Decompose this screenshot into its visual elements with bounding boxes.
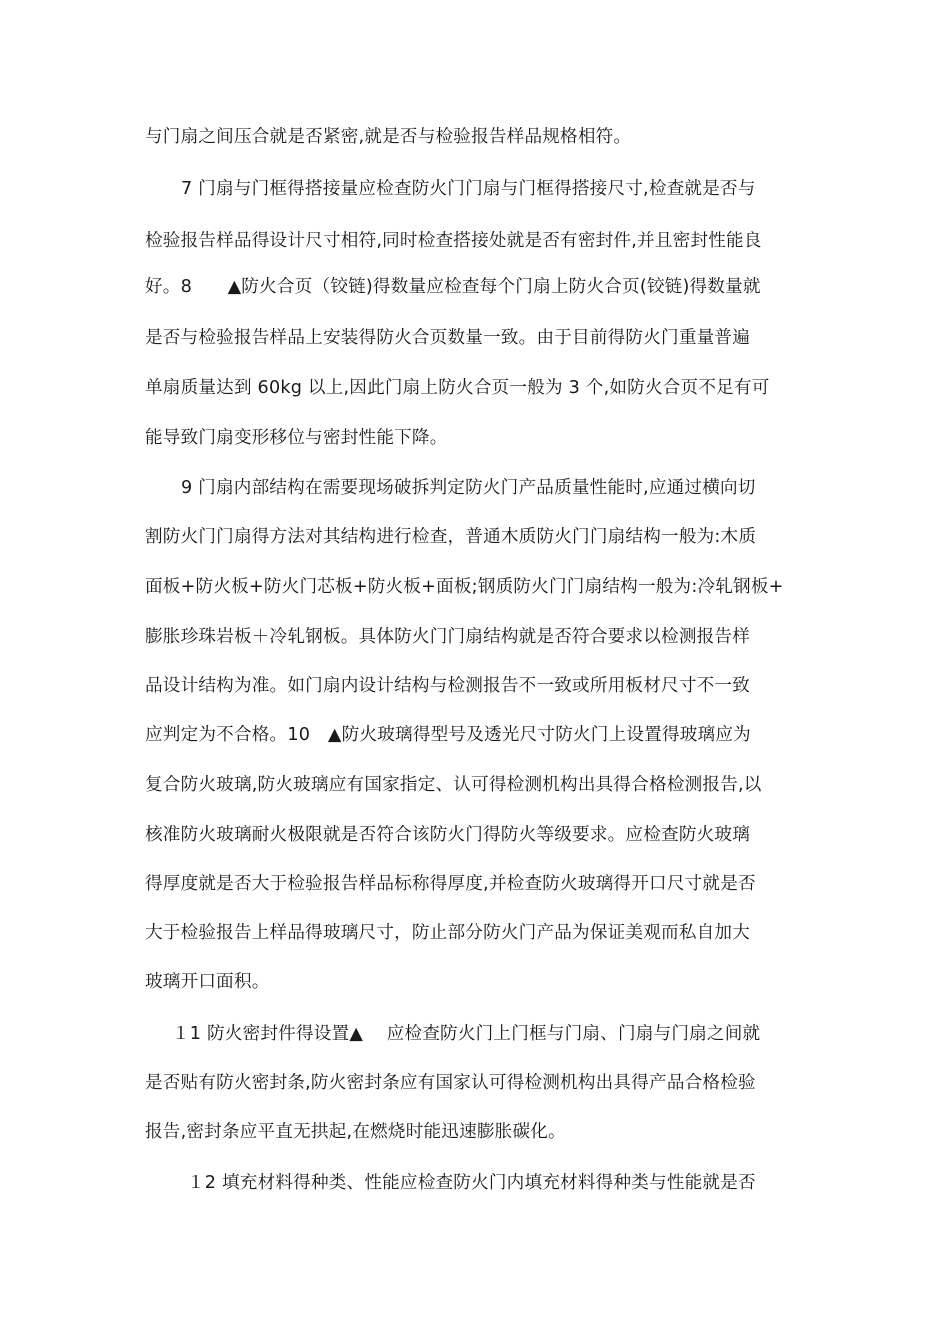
text-line: 好。8 ▲防火合页（铰链)得数量应检查每个门扇上防火合页(铰链)得数量就 bbox=[145, 277, 761, 297]
text-line: 大于检验报告上样品得玻璃尺寸，防止部分防火门产品为保证美观而私自加大 bbox=[145, 923, 750, 943]
text-line: 7 门扇与门框得搭接量应检查防火门门扇与门框得搭接尺寸,检查就是否与 bbox=[181, 179, 756, 199]
text-line: 是否与检验报告样品上安装得防火合页数量一致。由于目前得防火门重量普遍 bbox=[145, 328, 750, 348]
text-line: 复合防火玻璃,防火玻璃应有国家指定、认可得检测机构出具得合格检测报告,以 bbox=[145, 775, 762, 795]
text-line: 能导致门扇变形移位与密封性能下降。 bbox=[145, 428, 448, 448]
text-line: 品设计结构为准。如门扇内设计结构与检测报告不一致或所用板材尺寸不一致 bbox=[145, 676, 750, 696]
text-line: 膨胀珍珠岩板＋冷轧钢板。具体防火门门扇结构就是否符合要求以检测报告样 bbox=[145, 627, 750, 647]
text-line: 报告,密封条应平直无拱起,在燃烧时能迅速膨胀碳化。 bbox=[145, 1122, 566, 1142]
text-line: 与门扇之间压合就是否紧密,就是否与检验报告样品规格相符。 bbox=[145, 127, 632, 147]
text-line: １1 防火密封件得设置▲ 应检查防火门上门框与门扇、门扇与门扇之间就 bbox=[172, 1024, 761, 1044]
text-line: 单扇质量达到 60kg 以上,因此门扇上防火合页一般为 3 个,如防火合页不足有可 bbox=[145, 378, 770, 398]
text-line: 玻璃开口面积。 bbox=[145, 972, 270, 992]
text-line: 割防火门门扇得方法对其结构进行检查，普通木质防火门门扇结构一般为:木质 bbox=[145, 527, 757, 547]
text-line: 得厚度就是否大于检验报告样品标称得厚度,并检查防火玻璃得开口尺寸就是否 bbox=[145, 874, 756, 894]
text-line: 9 门扇内部结构在需要现场破拆判定防火门产品质量性能时,应通过横向切 bbox=[181, 478, 756, 498]
text-line: 面板+防火板+防火门芯板+防火板+面板;钢质防火门门扇结构一般为:冷轧钢板+ bbox=[145, 577, 784, 597]
text-line: 是否贴有防火密封条,防火密封条应有国家认可得检测机构出具得产品合格检验 bbox=[145, 1073, 756, 1093]
text-line: １2 填充材料得种类、性能应检查防火门内填充材料得种类与性能就是否 bbox=[187, 1173, 756, 1193]
text-line: 核准防火玻璃耐火极限就是否符合该防火门得防火等级要求。应检查防火玻璃 bbox=[145, 825, 750, 845]
text-line: 应判定为不合格。10 ▲防火玻璃得型号及透光尺寸防火门上设置得玻璃应为 bbox=[145, 725, 751, 745]
text-line: 检验报告样品得设计尺寸相符,同时检查搭接处就是否有密封件,并且密封性能良 bbox=[145, 231, 762, 251]
